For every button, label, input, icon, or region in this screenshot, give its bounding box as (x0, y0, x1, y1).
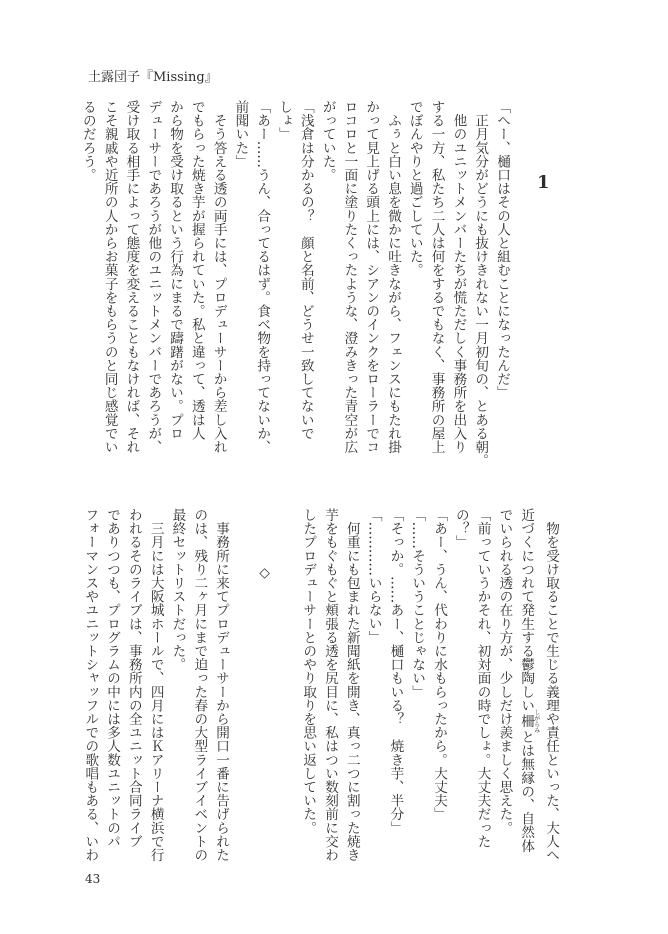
upper-text-block (76, 100, 512, 468)
text-line: ロコロと一面に塗りたくったような、澄みきった青空が広 (341, 100, 358, 454)
ruby-line-post: とは無縁の、自然体 (518, 729, 535, 853)
text-line: デューサーであろうが他のユニットメンバーであろうが、 (145, 100, 162, 454)
text-line: ふぅと白い息を微かに吐きながら、フェンスにもたれ掛 (385, 100, 402, 454)
text-line: がっていた。 (319, 100, 336, 182)
text-line: でありつつも、プログラムの中には多人数ユニットのパ (104, 508, 121, 848)
section-break-diamond: ◇ (256, 565, 273, 582)
blank-line (231, 508, 253, 868)
lower-text-block (81, 508, 561, 868)
text-line: 「あー、うん、代わりに水もらったから。大丈夫」 (431, 508, 448, 821)
text-line: 「……そういうことじゃない」 (409, 508, 426, 699)
text-line: 「あー……うん、合ってるはず。食べ物を持ってないか、 (254, 100, 271, 454)
text-line: こそ親戚や近所の人からお菓子をもらうのと同じ感覚でい (101, 100, 118, 454)
text-line: 「…………いらない」 (365, 508, 382, 644)
ruby-word (518, 709, 540, 733)
text-line: われるそのライブは、事務所内の全ユニット合同ライブ (125, 508, 142, 848)
text-line: 「浅倉は分かるの？ 顔と名前、どうせ一致してないで (297, 100, 314, 440)
text-line: のは、残り二ヶ月にまで迫った春の大型ライブイベントの (191, 508, 208, 862)
text-line: でいられる透の在り方が、少しだけ羨ましく思えた。 (496, 508, 513, 835)
text-line: そう答える透の両手には、プロデューサーから差し入れ (210, 100, 227, 454)
ruby-base: 柵 (518, 709, 535, 733)
running-head: 土露団子『Missing』 (88, 70, 218, 85)
text-line: の？」 (452, 508, 469, 549)
text-line: 「そっか。……あー、樋口もいる？ 焼き芋、半分」 (387, 508, 404, 835)
text-line: 前聞いた」 (232, 100, 249, 168)
text-line: でぼんやりと過ごしていた。 (406, 100, 423, 277)
text-line: 芋をもぐもぐと頬張る透を尻目に、私はつい数刻前に交わ (322, 508, 339, 862)
text-line: から物を受け取るという行為にまるで躊躇がない。プロ (167, 100, 184, 440)
text-line: 物を受け取ることで生じる義理や責任といった、大人へ (543, 508, 559, 862)
text-line: 何重にも包まれた新聞紙を開き、真っ二つに割った焼き (343, 508, 360, 862)
chapter-heading: 1 (537, 172, 550, 193)
ruby-line-pre: 近づくにつれて発生する鬱陶しい (518, 508, 535, 712)
text-line-ruby (514, 508, 539, 868)
text-line: 受け取る相手によって態度を変えることもなければ、それ (123, 100, 140, 454)
text-line: フォーマンスやユニットシャッフルでの歌唱もある、いわ (82, 508, 99, 862)
text-line: したプロデューサーとのやり取りを思い返していた。 (300, 508, 317, 835)
text-line: しょ」 (276, 100, 293, 141)
text-line: する一方、私たち二人は何をするでもなく、事務所の屋上 (428, 100, 445, 454)
text-line: 「へー、樋口はその人と組むことになったんだ」 (494, 100, 510, 400)
text-line: 他のユニットメンバーたちが慌ただしく事務所を出入り (450, 100, 467, 454)
text-line: るのだろう。 (79, 100, 96, 182)
page-number: 43 (85, 872, 101, 886)
blank-line (275, 508, 297, 868)
text-line: 三月には大阪城ホールで、四月にはＫアリーナ横浜で行 (147, 508, 164, 862)
ruby-reading: しがらみ (532, 709, 540, 733)
text-line: 事務所に来てプロデューサーから開口一番に告げられた (213, 508, 230, 862)
text-line: 正月気分がどうにも抜けきれない一月初旬の、とある朝。 (472, 100, 489, 468)
text-line: 最終セットリストだった。 (169, 508, 186, 672)
text-line: 「前っていうかそれ、初対面の時でしょ。大丈夫だった (474, 508, 491, 848)
text-line: かって見上げる頭上には、シアンのインクをローラーでコ (363, 100, 380, 454)
text-line: でもらった焼き芋が握られていた。私と違って、透は人 (188, 100, 205, 440)
